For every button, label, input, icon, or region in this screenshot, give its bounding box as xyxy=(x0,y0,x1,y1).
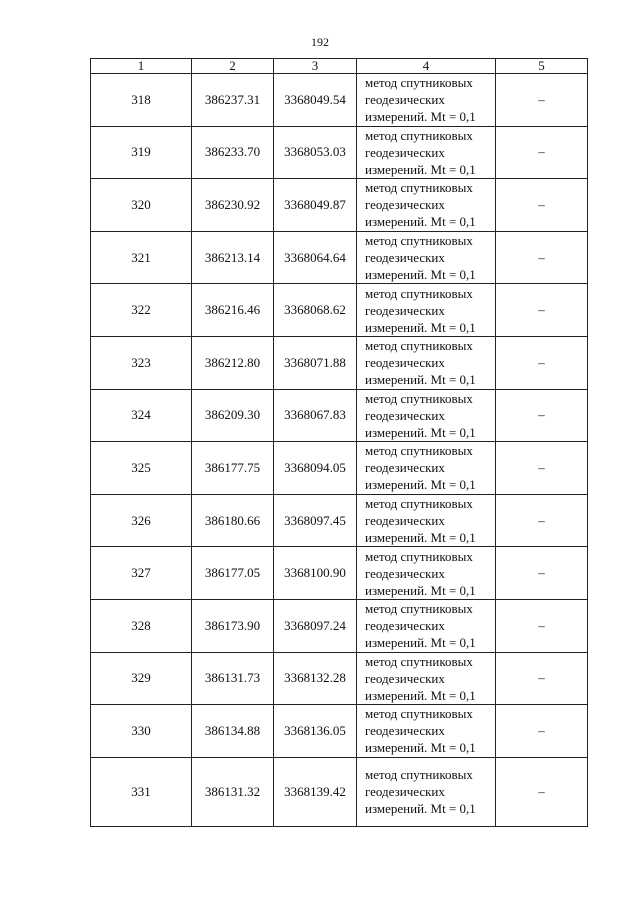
x-coordinate-cell: 386216.46 xyxy=(192,284,274,337)
table-row xyxy=(91,547,588,600)
note-cell: – xyxy=(496,389,588,442)
point-number-cell: 327 xyxy=(91,547,192,600)
table-row xyxy=(91,336,588,389)
table-header-row xyxy=(91,59,588,74)
method-cell: метод спутниковых геодезических измерений. Mt = 0,1 xyxy=(357,442,496,495)
note-cell: – xyxy=(496,757,588,826)
note-cell: – xyxy=(496,442,588,495)
note-cell: – xyxy=(496,705,588,758)
table-row xyxy=(91,284,588,337)
table-row xyxy=(91,231,588,284)
x-coordinate-cell: 386131.32 xyxy=(192,757,274,826)
method-cell: метод спутниковых геодезических измерений. Mt = 0,1 xyxy=(357,389,496,442)
point-number-cell: 330 xyxy=(91,705,192,758)
y-coordinate-cell: 3368071.88 xyxy=(274,336,357,389)
y-coordinate-cell: 3368053.03 xyxy=(274,126,357,179)
method-cell: метод спутниковых геодезических измерений. Mt = 0,1 xyxy=(357,336,496,389)
point-number-cell: 318 xyxy=(91,74,192,127)
x-coordinate-cell: 386177.75 xyxy=(192,442,274,495)
point-number-cell: 326 xyxy=(91,494,192,547)
column-header-3: 3 xyxy=(274,59,357,74)
x-coordinate-cell: 386180.66 xyxy=(192,494,274,547)
point-number-cell: 321 xyxy=(91,231,192,284)
point-number-cell: 325 xyxy=(91,442,192,495)
x-coordinate-cell: 386209.30 xyxy=(192,389,274,442)
note-cell: – xyxy=(496,179,588,232)
table-row xyxy=(91,599,588,652)
method-cell: метод спутниковых геодезических измерений. Mt = 0,1 xyxy=(357,126,496,179)
method-cell: метод спутниковых геодезических измерений. Mt = 0,1 xyxy=(357,757,496,826)
table-row xyxy=(91,442,588,495)
column-header-4: 4 xyxy=(357,59,496,74)
note-cell: – xyxy=(496,547,588,600)
x-coordinate-cell: 386213.14 xyxy=(192,231,274,284)
table-row xyxy=(91,494,588,547)
page-number: 192 xyxy=(311,35,329,49)
method-cell: метод спутниковых геодезических измерений. Mt = 0,1 xyxy=(357,231,496,284)
x-coordinate-cell: 386131.73 xyxy=(192,652,274,705)
note-cell: – xyxy=(496,599,588,652)
table-row xyxy=(91,705,588,758)
point-number-cell: 329 xyxy=(91,652,192,705)
column-header-1: 1 xyxy=(91,59,192,74)
y-coordinate-cell: 3368097.24 xyxy=(274,599,357,652)
note-cell: – xyxy=(496,284,588,337)
y-coordinate-cell: 3368132.28 xyxy=(274,652,357,705)
method-cell: метод спутниковых геодезических измерений. Mt = 0,1 xyxy=(357,547,496,600)
note-cell: – xyxy=(496,494,588,547)
x-coordinate-cell: 386230.92 xyxy=(192,179,274,232)
x-coordinate-cell: 386134.88 xyxy=(192,705,274,758)
point-number-cell: 323 xyxy=(91,336,192,389)
table-row xyxy=(91,757,588,826)
y-coordinate-cell: 3368049.87 xyxy=(274,179,357,232)
table-row xyxy=(91,652,588,705)
y-coordinate-cell: 3368049.54 xyxy=(274,74,357,127)
note-cell: – xyxy=(496,74,588,127)
note-cell: – xyxy=(496,231,588,284)
table-row xyxy=(91,74,588,127)
y-coordinate-cell: 3368139.42 xyxy=(274,757,357,826)
x-coordinate-cell: 386237.31 xyxy=(192,74,274,127)
method-cell: метод спутниковых геодезических измерений. Mt = 0,1 xyxy=(357,494,496,547)
note-cell: – xyxy=(496,652,588,705)
x-coordinate-cell: 386233.70 xyxy=(192,126,274,179)
point-number-cell: 319 xyxy=(91,126,192,179)
x-coordinate-cell: 386212.80 xyxy=(192,336,274,389)
y-coordinate-cell: 3368100.90 xyxy=(274,547,357,600)
method-cell: метод спутниковых геодезических измерений. Mt = 0,1 xyxy=(357,179,496,232)
point-number-cell: 322 xyxy=(91,284,192,337)
table-row xyxy=(91,179,588,232)
x-coordinate-cell: 386177.05 xyxy=(192,547,274,600)
note-cell: – xyxy=(496,336,588,389)
point-number-cell: 328 xyxy=(91,599,192,652)
method-cell: метод спутниковых геодезических измерений. Mt = 0,1 xyxy=(357,74,496,127)
y-coordinate-cell: 3368136.05 xyxy=(274,705,357,758)
point-number-cell: 320 xyxy=(91,179,192,232)
method-cell: метод спутниковых геодезических измерений. Mt = 0,1 xyxy=(357,705,496,758)
method-cell: метод спутниковых геодезических измерений. Mt = 0,1 xyxy=(357,652,496,705)
table-row xyxy=(91,126,588,179)
point-number-cell: 331 xyxy=(91,757,192,826)
y-coordinate-cell: 3368064.64 xyxy=(274,231,357,284)
column-header-5: 5 xyxy=(496,59,588,74)
coordinates-table xyxy=(90,58,588,827)
point-number-cell: 324 xyxy=(91,389,192,442)
method-cell: метод спутниковых геодезических измерений. Mt = 0,1 xyxy=(357,284,496,337)
note-cell: – xyxy=(496,126,588,179)
column-header-2: 2 xyxy=(192,59,274,74)
y-coordinate-cell: 3368094.05 xyxy=(274,442,357,495)
y-coordinate-cell: 3368097.45 xyxy=(274,494,357,547)
method-cell: метод спутниковых геодезических измерений. Mt = 0,1 xyxy=(357,599,496,652)
x-coordinate-cell: 386173.90 xyxy=(192,599,274,652)
table-row xyxy=(91,389,588,442)
y-coordinate-cell: 3368067.83 xyxy=(274,389,357,442)
y-coordinate-cell: 3368068.62 xyxy=(274,284,357,337)
